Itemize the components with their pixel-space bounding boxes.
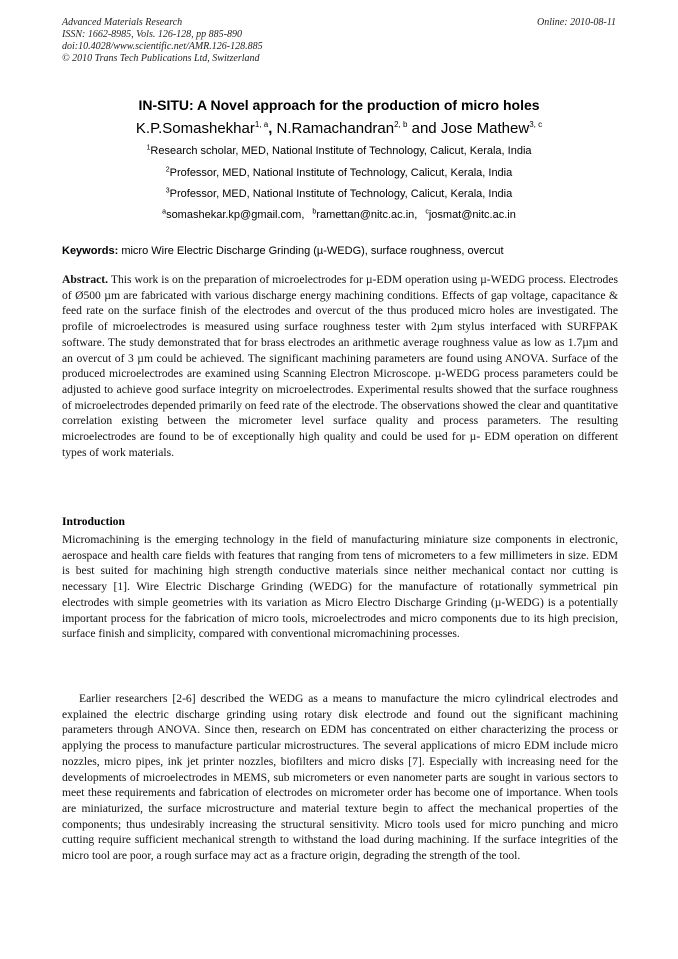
- paper-title: IN-SITU: A Novel approach for the production of micro holes: [138, 97, 540, 113]
- abstract-text: This work is on the preparation of microelectrodes for µ-EDM operation using µ-WEDG process. Electrodes of Ø500 µm are fabricated with various discharge energy machining conditions. Effects of gap voltage, capacitance & feed rate on the surface finish of the electrodes and overcut of the thus produced micro holes are investigated. The profile of microelectrodes is measured using surface roughness tester with 2µm stylus interfaced with SURFPAK software. The study demonstrated that for brass electrodes an arithmetic average roughness value as low as 1.7µm and an overcut of 3 µm could be achieved. The significant machining parameters are found using ANOVA. Surface of the produced microelectrodes are examined using Scanning Electron Microscope. µ-WEDG process parameters could be adjusted to achieve good surface integrity on microelectrodes. Experimental results showed that the surface roughness of microelectrodes depended primarily on feed rate of the electrode. The observations showed the clear and quantitative correlation existing between the micrometer level surface quality and process parameters. The resulting microelectrodes are found to be of exceptionally high quality and could be used for µ- EDM operation on different types of work materials.: [62, 273, 619, 459]
- keywords-line: [62, 244, 618, 258]
- keywords-label: Keywords:: [62, 245, 119, 257]
- email-link[interactable]: somashekar.kp@gmail.com,: [166, 209, 305, 221]
- email-mark: a: [162, 208, 167, 216]
- author-marks: 3, c: [529, 120, 543, 129]
- journal-copyright: © 2010 Trans Tech Publications Ltd, Switzerland: [62, 53, 260, 64]
- email-mark: c: [425, 208, 429, 216]
- author-name: Jose Mathew: [440, 120, 530, 137]
- affiliation-mark: 2: [165, 166, 170, 174]
- journal-name: Advanced Materials Research: [62, 17, 183, 28]
- introduction-heading: Introduction: [62, 515, 125, 528]
- author-list: [62, 119, 616, 139]
- email-link[interactable]: josmat@nitc.ac.in: [428, 209, 516, 221]
- journal-issn: ISSN: 1662-8985, Vols. 126-128, pp 885-890: [62, 29, 242, 40]
- intro-paragraph-2: Earlier researchers [2-6] described the WEDG as a means to manufacture the micro cylindrical electrodes and explained the electric discharge grinding using rotary disk electrode and found out the significant machining parameters through ANOVA. Since then, research on EDM has concentrated on either characterizing the process or applying the process to manufacture particular microstructures. The several applications of micro EDM include micro nozzles, micro pipes, ink jet printer nozzles, biofilters and micro disks [7]. Especially with increasing need for the developments of microelectrodes in MEMS, sub micrometers or even nanometer parts are sought in various sectors to meet these requirements and fabrication of electrodes on micrometer order has become one of importance. When tools are miniaturized, the surface microstructure and material texture begin to affect the mechanical properties of the components; thus undesirably increasing the structural sensitivity. Micro tools used for micro punching and micro cutting require sufficient mechanical strength to withstand the load during machining. If the surface integrities of the micro tool are poor, a rough surface may act as a fracture origin, degrading the strength of the tool.: [62, 692, 618, 863]
- journal-header: [62, 17, 263, 65]
- affiliation-mark: 1: [146, 144, 151, 152]
- affiliation-mark: 3: [165, 187, 170, 195]
- affiliation-text: Professor, MED, National Institute of Technology, Calicut, Kerala, India: [169, 167, 513, 179]
- affiliation-text: Professor, MED, National Institute of Technology, Calicut, Kerala, India: [169, 188, 513, 200]
- email-line: [62, 209, 616, 222]
- author-name: K.P.Somashekhar: [135, 120, 255, 137]
- online-date: Online: 2010-08-11: [537, 17, 616, 28]
- keywords-text: micro Wire Electric Discharge Grinding (µ-WEDG), surface roughness, overcut: [121, 245, 504, 257]
- author-marks: 2, b: [394, 120, 408, 129]
- author-marks: 1, a: [254, 120, 269, 129]
- affiliation-text: Research scholar, MED, National Institute of Technology, Calicut, Kerala, India: [150, 145, 532, 157]
- intro-paragraph-1: Micromachining is the emerging technology in the field of manufacturing miniature size components in electronic, aerospace and health care fields with features that ranging from tens of micrometers to a few millimeters in size. EDM is best suited for machining high strength conductive materials since neither mechanical contact nor cutting is necessary [1]. Wire Electric Discharge Grinding (WEDG) for the manufacture of rotationally symmetrical pin electrodes with simple geometries with its variation as Micro Electro Discharge Grinding (µ-WEDG) is a potentially important process for the fabrication of micro tools, microelectrodes and micro components due to its high precision, surface finish and simplicity, compared with conventional micromachining processes.: [62, 533, 618, 641]
- email-mark: b: [312, 208, 317, 216]
- author-name: N.Ramachandran: [276, 120, 395, 137]
- affiliation-3: [62, 188, 616, 201]
- affiliation-2: [62, 167, 616, 180]
- author-separator: and: [407, 120, 441, 137]
- journal-doi: doi:10.4028/www.scientific.net/AMR.126-128.885: [62, 41, 263, 52]
- email-link[interactable]: ramettan@nitc.ac.in,: [316, 209, 418, 221]
- abstract-paragraph: [62, 272, 618, 460]
- affiliation-1: [62, 145, 616, 158]
- abstract-label: Abstract.: [62, 273, 109, 286]
- author-separator: ,: [268, 120, 277, 137]
